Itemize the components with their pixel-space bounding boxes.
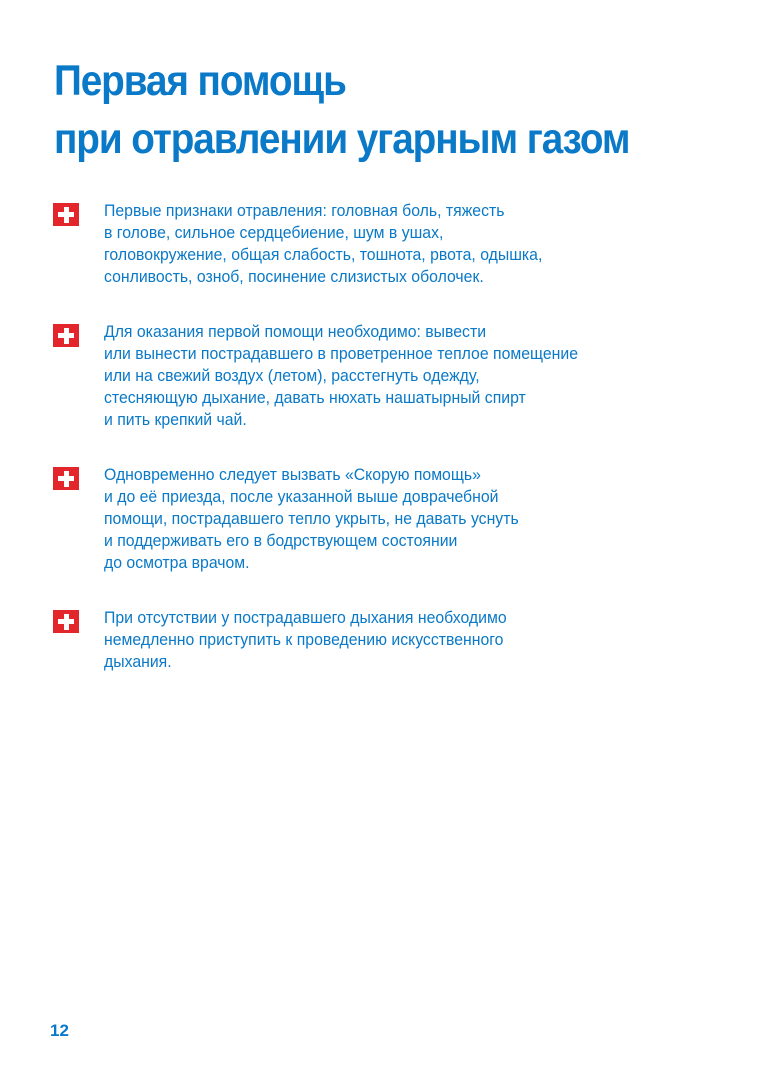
list-item-text bbox=[104, 321, 668, 431]
text-line: сонливость, озноб, посинение слизистых оболочек. bbox=[104, 267, 484, 286]
page-title bbox=[54, 52, 629, 168]
text-line: до осмотра врачом. bbox=[104, 553, 250, 572]
text-line: помощи, пострадавшего тепло укрыть, не давать уснуть bbox=[104, 509, 519, 528]
text-line: головокружение, общая слабость, тошнота, рвота, одышка, bbox=[104, 245, 543, 264]
text-line: При отсутствии у пострадавшего дыхания необходимо bbox=[104, 608, 507, 627]
list-item bbox=[50, 200, 710, 288]
text-line: или на свежий воздух (летом), расстегнуть одежду, bbox=[104, 366, 480, 385]
title-line-1: Первая помощь bbox=[54, 57, 346, 105]
red-cross-icon bbox=[53, 610, 79, 633]
text-line: Первые признаки отравления: головная боль, тяжесть bbox=[104, 201, 505, 220]
page-number: 12 bbox=[50, 1021, 69, 1040]
title-line-2: при отравлении угарным газом bbox=[54, 115, 630, 163]
red-cross-icon bbox=[53, 203, 79, 226]
text-line: и пить крепкий чай. bbox=[104, 410, 247, 429]
list-item-text bbox=[104, 200, 668, 288]
text-line: стесняющую дыхание, давать нюхать нашатырный спирт bbox=[104, 388, 526, 407]
instruction-list bbox=[50, 200, 710, 706]
text-line: и поддерживать его в бодрствующем состоянии bbox=[104, 531, 458, 550]
list-item bbox=[50, 321, 710, 431]
text-line: Для оказания первой помощи необходимо: вывести bbox=[104, 322, 487, 341]
text-line: и до её приезда, после указанной выше доврачебной bbox=[104, 487, 499, 506]
list-item bbox=[50, 607, 710, 673]
text-line: или вынести пострадавшего в проветренное теплое помещение bbox=[104, 344, 579, 363]
text-line: в голове, сильное сердцебиение, шум в ушах, bbox=[104, 223, 444, 242]
red-cross-icon bbox=[53, 467, 79, 490]
list-item-text bbox=[104, 464, 668, 574]
red-cross-icon bbox=[53, 324, 79, 347]
text-line: дыхания. bbox=[104, 652, 172, 671]
list-item bbox=[50, 464, 710, 574]
text-line: Одновременно следует вызвать «Скорую помощь» bbox=[104, 465, 481, 484]
text-line: немедленно приступить к проведению искусственного bbox=[104, 630, 504, 649]
list-item-text bbox=[104, 607, 668, 673]
